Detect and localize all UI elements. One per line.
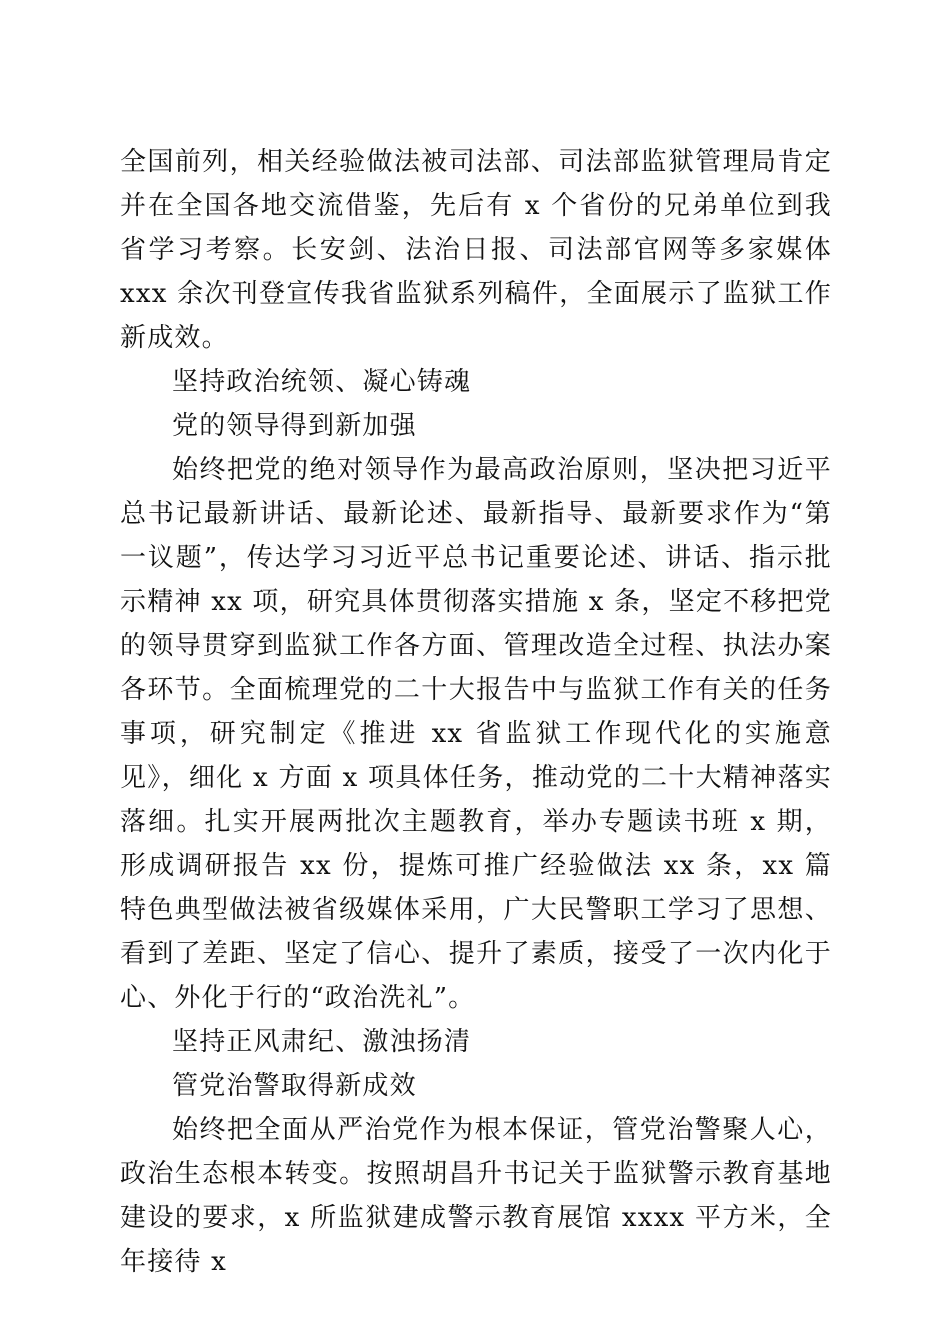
- paragraph-party-leadership: 始终把党的绝对领导作为最高政治原则，坚决把习近平总书记最新讲话、最新论述、最新指导、最新要求作为“第一议题”，传达学习习近平总书记重要论述、讲话、指示批示精神 xx 项，研究具体贯彻落实措施 x 条，坚定不移把党的领导贯穿到监狱工作各方面、管理改造全过程、执法办案各环节。全面梳理党的二十大报告中与监狱工作有关的任务事项，研究制定《推进 xx 省监狱工作现代化的实施意见》，细化 x 方面 x 项具体任务，推动党的二十大精神落实落细。扎实开展两批次主题教育，举办专题读书班 x 期，形成调研报告 xx 份，提炼可推广经验做法 xx 条，xx 篇特色典型做法被省级媒体采用，广大民警职工学习了思想、看到了差距、坚定了信心、提升了素质，接受了一次内化于心、外化于行的“政治洗礼”。: [120, 455, 832, 1013]
- section-heading-political-leadership: 坚持政治统领、凝心铸魂: [172, 367, 472, 397]
- document-body: [120, 140, 832, 1284]
- section-heading-discipline: 坚持正风肃纪、激浊扬清: [172, 1027, 472, 1057]
- subheading-party-leadership: 党的领导得到新加强: [172, 411, 417, 441]
- paragraph-continuation: 全国前列，相关经验做法被司法部、司法部监狱管理局肯定并在全国各地交流借鉴，先后有 x 个省份的兄弟单位到我省学习考察。长安剑、法治日报、司法部官网等多家媒体 xxx 余次刊登宣传我省监狱系列稿件，全面展示了监狱工作新成效。: [120, 147, 832, 353]
- subheading-party-governance: 管党治警取得新成效: [172, 1071, 417, 1101]
- paragraph-party-governance: 始终把全面从严治党作为根本保证，管党治警聚人心，政治生态根本转变。按照胡昌升书记关于监狱警示教育基地建设的要求，x 所监狱建成警示教育展馆 xxxx 平方米，全年接待 x: [120, 1115, 832, 1277]
